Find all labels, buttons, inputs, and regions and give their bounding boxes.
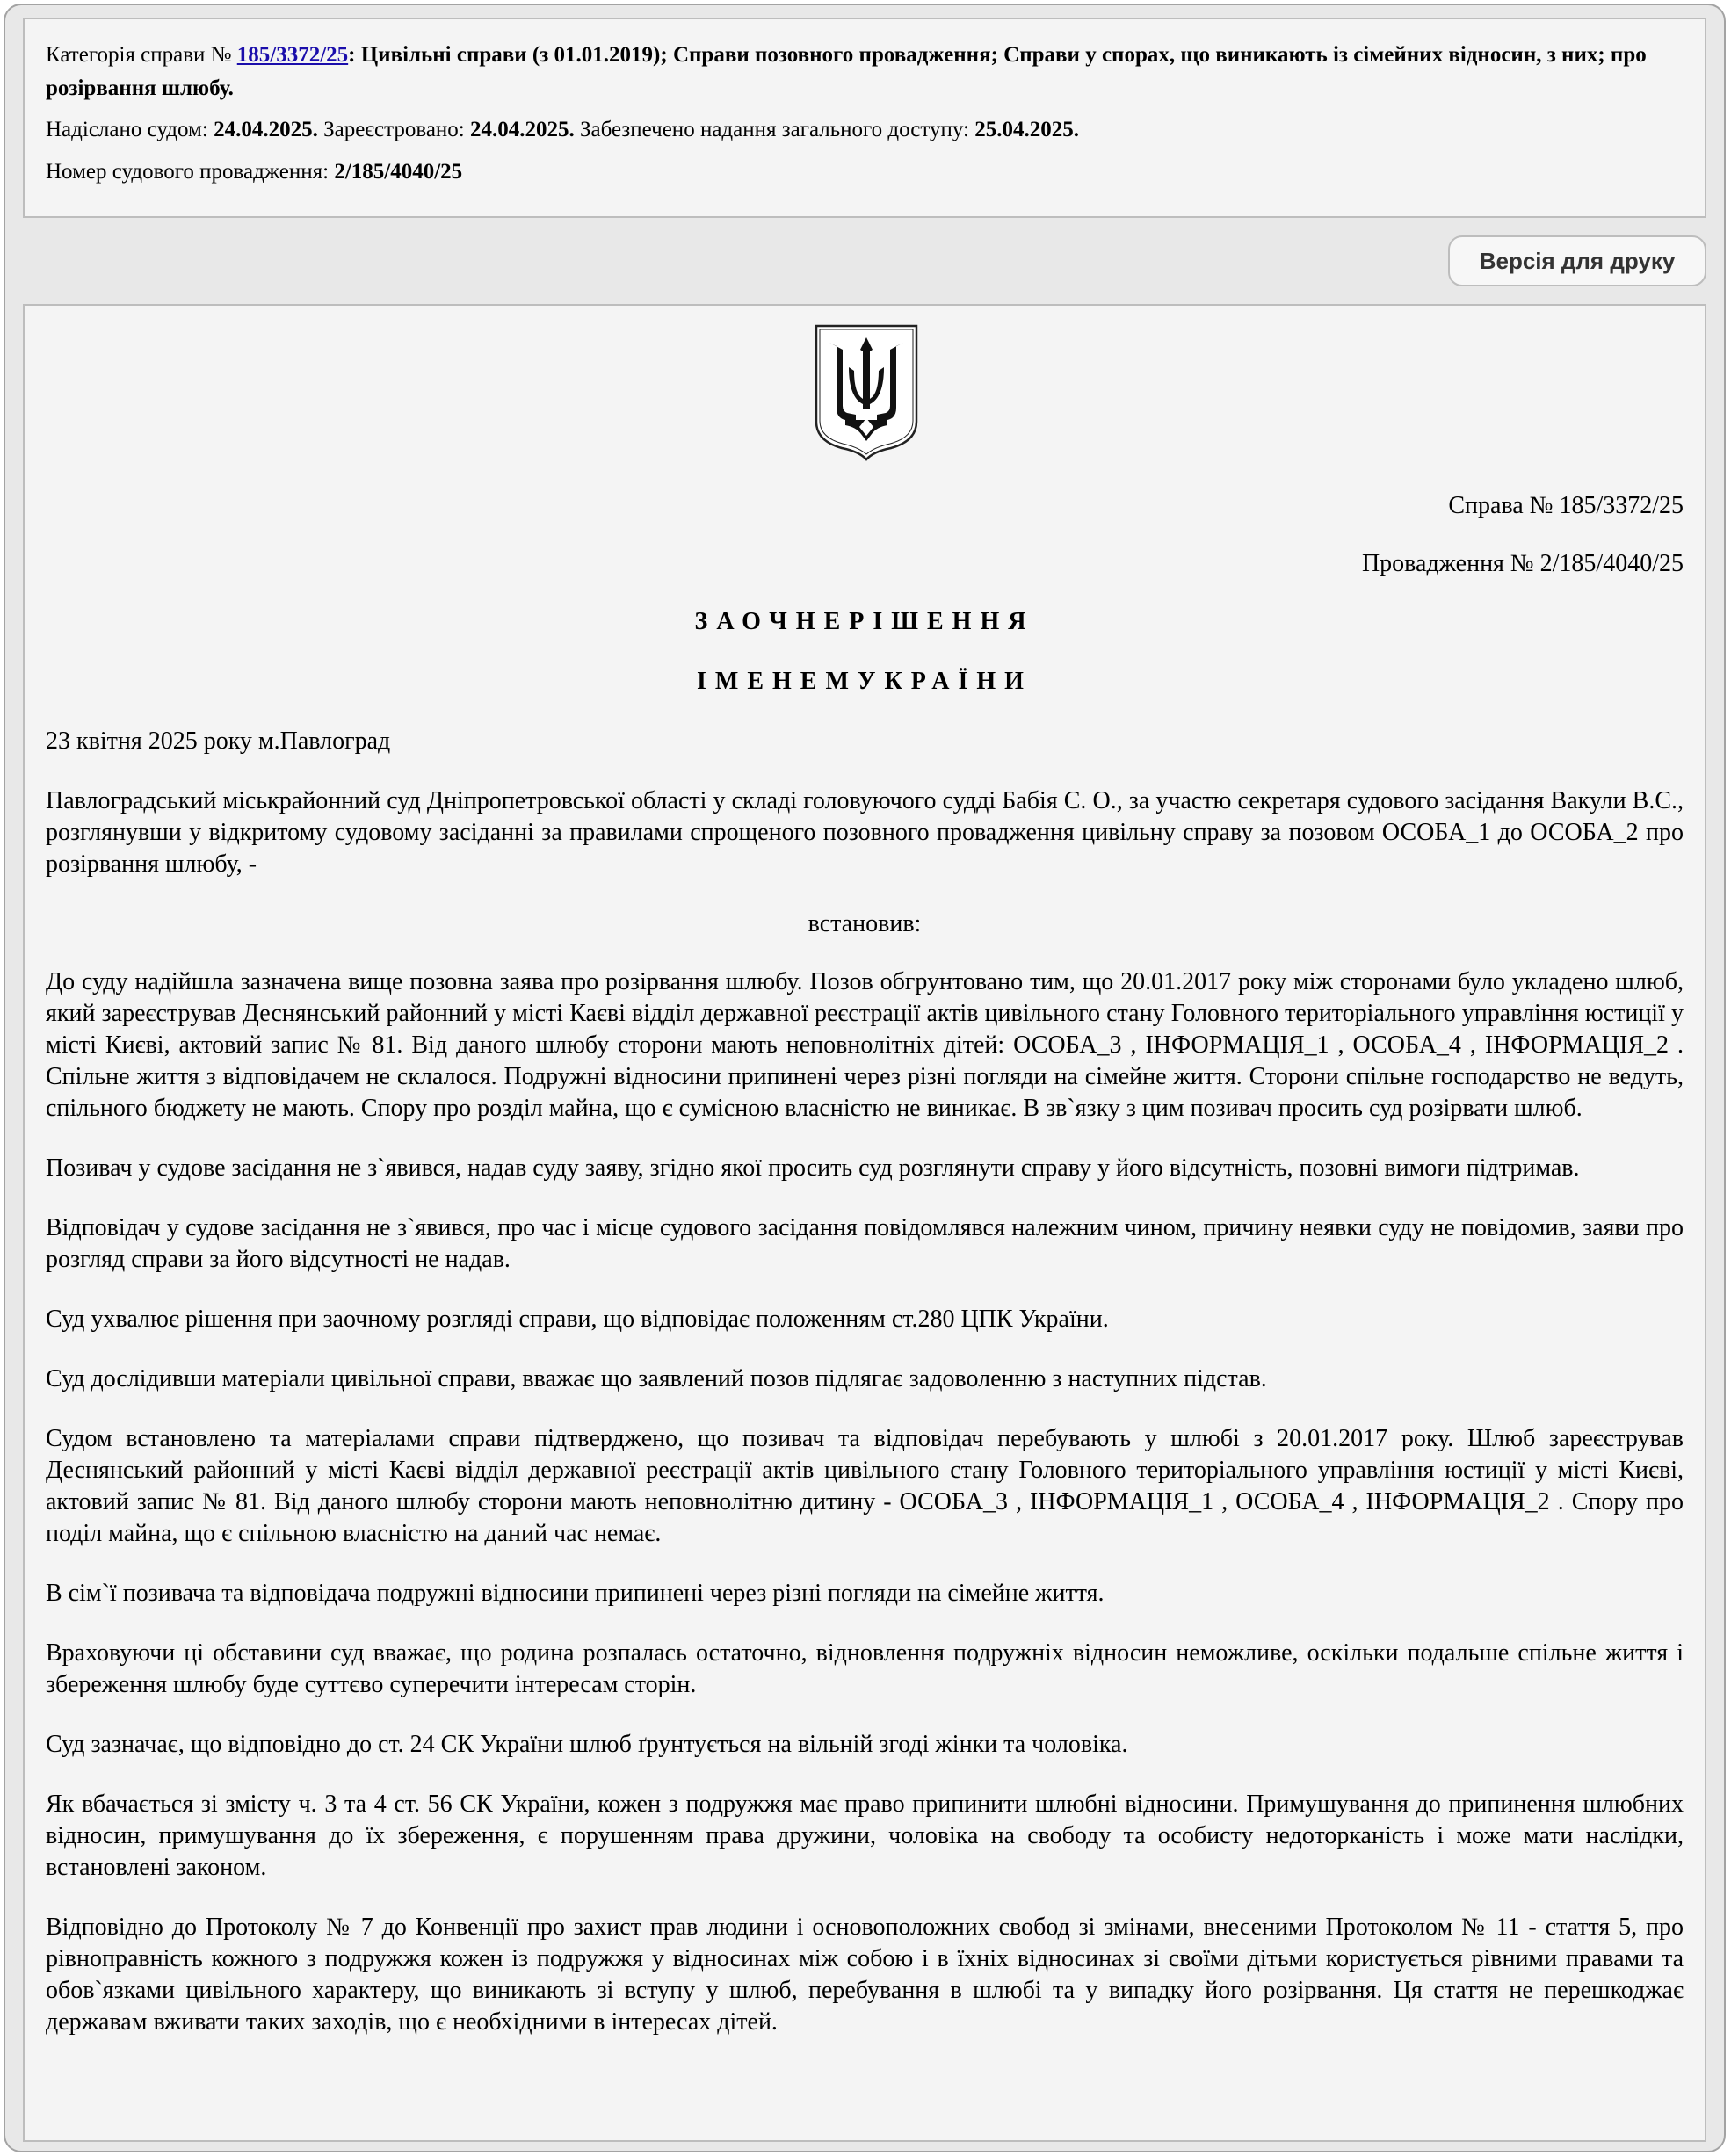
body-paragraph: Враховуючи ці обставини суд вважає, що родина розпалась остаточно, відновлення подружніх відносин неможливе, оскільки подальше спільне життя і збереження шлюбу буде суттєво суперечити інтересам сторін. bbox=[46, 1639, 1684, 1698]
body-paragraph: Суд дослідивши матеріали цивільної справи, вважає що заявлений позов підлягає задоволенню з наступних підстав. bbox=[46, 1365, 1267, 1393]
document-title: ЗАОЧНЕРІШЕННЯ bbox=[694, 608, 1035, 635]
access-label: Забезпечено надання загального доступу: bbox=[580, 118, 969, 141]
sent-date: 24.04.2025. bbox=[214, 118, 318, 141]
ukraine-trident-icon bbox=[814, 323, 919, 462]
proceeding-number: 2/185/4040/25 bbox=[334, 160, 463, 184]
document-panel bbox=[23, 304, 1706, 2142]
dates-line bbox=[46, 112, 1684, 148]
proceeding-label: Номер судового провадження: bbox=[46, 160, 330, 184]
case-category-line bbox=[46, 39, 1684, 105]
body-paragraph: Як вбачається зі змісту ч. 3 та 4 ст. 56 СК України, кожен з подружжя має право припинити шлюбні відносини. Примушування до припинення шлюбних відносин, примушування до їх збереження, є порушенням права дружини, чоловіка на свободу та особисту недоторканість і може мати наслідки, встановлені законом. bbox=[46, 1791, 1684, 1881]
intro-paragraph: Павлоградський міськрайонний суд Дніпропетровської області у складі головуючого судді Бабія С. О., за участю секретаря судового засідання Вакули В.С., розглянувши у відкритому судовому засіданні за правилами спрощеного позовного провадження цивільну справу за позовом ОСОБА_1 до ОСОБА_2 про розірвання шлюбу, - bbox=[46, 787, 1684, 878]
case-metadata-panel bbox=[23, 18, 1706, 218]
body-paragraph: Відповідно до Протоколу № 7 до Конвенції про захист прав людини і основоположних свобод зі змінами, внесеними Протоколом № 11 - стаття 5, про рівноправність кожного з подружжя кожен із подружжя у відносинах між собою і в їхніх відносинах зі своїми дітьми користується рівними правами та обов`язками цивільного характеру, що виникають зі вступу у шлюб, перебування в шлюбі та у випадку його розірвання. Ця стаття не перешкоджає державам вживати таких заходів, що є необхідними в інтересах дітей. bbox=[46, 1914, 1684, 2036]
body-paragraph: Суд ухвалює рішення при заочному розгляді справи, що відповідає положенням ст.280 ЦПК України. bbox=[46, 1306, 1109, 1333]
body-paragraph: Відповідач у судове засідання не з`явився, про час і місце судового засідання повідомлявся належним чином, причину неявки суду не повідомив, заяви про розгляд справи за його відсутності не надав. bbox=[46, 1214, 1684, 1273]
case-number-link[interactable]: 185/3372/25 bbox=[236, 43, 349, 67]
registered-label: Зареєстровано: bbox=[323, 118, 465, 141]
body-paragraph: До суду надійшла зазначена вище позовна заява про розірвання шлюбу. Позов обгрунтовано тим, що 20.01.2017 року між сторонами було укладено шлюб, який зареєстрував Деснянський районний у місті Каєві відділ державної реєстрації актів цивільного стану Головного територіального управління юстиції у місті Києві, актовий запис № 81. Від даного шлюбу сторони мають неповнолітніх дітей: ОСОБА_3 , ІНФОРМАЦІЯ_1 , ОСОБА_4 , ІНФОРМАЦІЯ_2 . Спільне життя з відповідачем не склалося. Подружні відносини припинені через різні погляди на сімейне життя. Сторони спільне господарство не ведуть, спільного бюджету не мають. Спору про розділ майна, що є сумісною власністю не виникає. В зв`язку з цим позивач просить суд розірвати шлюб. bbox=[46, 968, 1684, 1122]
body-paragraph: В сім`ї позивача та відповідача подружні відносини припинені через різні погляди на сімейне життя. bbox=[46, 1580, 1105, 1607]
category-text: : Цивільні справи (з 01.01.2019); Справи позовного провадження; Справи у спорах, що виникають із сімейних відносин, з них; про розірвання шлюбу. bbox=[46, 43, 1647, 100]
proceeding-reference: Провадження № 2/185/4040/25 bbox=[1361, 550, 1684, 577]
proceeding-line bbox=[46, 155, 1684, 190]
sent-label: Надіслано судом: bbox=[46, 118, 208, 141]
document-subtitle: ІМЕНЕМУКРАЇНИ bbox=[697, 668, 1032, 695]
category-prefix: Категорія справи № bbox=[46, 43, 232, 67]
decision-text bbox=[46, 490, 1684, 2066]
case-reference: Справа № 185/3372/25 bbox=[1448, 492, 1684, 519]
registered-date: 24.04.2025. bbox=[470, 118, 575, 141]
body-paragraph: Суд зазначає, що відповідно до ст. 24 СК України шлюб ґрунтується на вільній згоді жінки та чоловіка. bbox=[46, 1731, 1128, 1758]
page-frame bbox=[4, 4, 1726, 2152]
body-paragraph: Позивач у судове засідання не з`явився, надав суду заяву, згідно якої просить суд розглянути справу у його відсутність, позовні вимоги підтримав. bbox=[46, 1154, 1580, 1182]
access-date: 25.04.2025. bbox=[974, 118, 1079, 141]
print-version-button[interactable]: Версія для друку bbox=[1448, 235, 1706, 286]
body-paragraph: Судом встановлено та матеріалами справи підтверджено, що позивач та відповідач перебувають у шлюбі з 20.01.2017 року. Шлюб зареєстрував Деснянський районний у місті Каєві відділ державної реєстрації актів цивільного стану Головного територіального управління юстиції у місті Києві, актовий запис № 81. Від даного шлюбу сторони мають неповнолітню дитину - ОСОБА_3 , ІНФОРМАЦІЯ_1 , ОСОБА_4 , ІНФОРМАЦІЯ_2 . Спору про поділ майна, що є спільною власністю на даний час немає. bbox=[46, 1425, 1684, 1547]
date-place: 23 квітня 2025 року м.Павлоград bbox=[46, 727, 391, 755]
established-heading: встановив: bbox=[808, 910, 922, 937]
